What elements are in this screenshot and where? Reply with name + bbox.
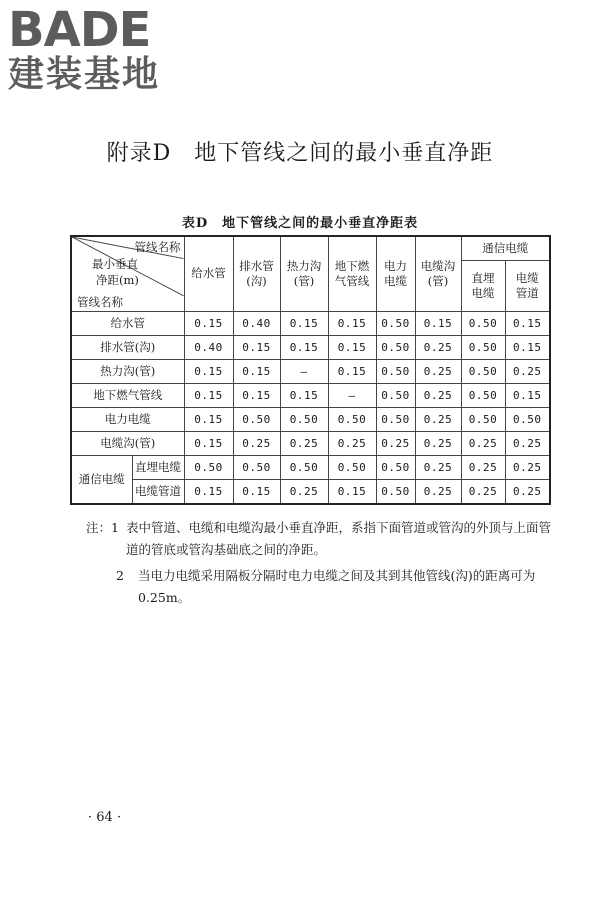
table-notes — [86, 517, 556, 609]
table-row — [71, 359, 550, 383]
table-cell: 0.50 — [461, 335, 505, 359]
table-cell: 0.25 — [505, 455, 550, 479]
row-label: 给水管 — [71, 311, 184, 335]
table-cell: 0.15 — [505, 311, 550, 335]
table-cell: 0.15 — [184, 407, 233, 431]
table-cell: 0.25 — [505, 431, 550, 455]
table-cell: 0.50 — [184, 455, 233, 479]
col-header-1: 给水管 — [184, 236, 233, 311]
table-row — [71, 479, 550, 504]
table-cell: 0.50 — [328, 407, 376, 431]
table-cell: 0.15 — [184, 383, 233, 407]
table-cell: 0.25 — [415, 455, 461, 479]
table-cell: 0.25 — [415, 359, 461, 383]
table-cell: 0.25 — [415, 431, 461, 455]
table-cell: 0.15 — [184, 311, 233, 335]
table-cell: 0.50 — [328, 455, 376, 479]
table-cell: 0.15 — [233, 335, 280, 359]
table-cell: 0.15 — [184, 431, 233, 455]
table-cell: 0.15 — [328, 359, 376, 383]
table-cell: 0.15 — [280, 311, 328, 335]
group-row-label: 通信电缆 — [71, 455, 132, 504]
table-cell: — — [328, 383, 376, 407]
table-cell: 0.50 — [376, 479, 415, 504]
page-number: · 64 · — [88, 810, 122, 825]
table-cell: 0.25 — [461, 455, 505, 479]
logo-brand: BADE — [8, 2, 151, 58]
table-cell: 0.15 — [415, 311, 461, 335]
col-header-4: 地下燃 气管线 — [328, 236, 376, 311]
page-title: 附录D 地下管线之间的最小垂直净距 — [106, 141, 494, 166]
col-header-5: 电力 电缆 — [376, 236, 415, 311]
table-row — [71, 431, 550, 455]
table-cell: 0.50 — [376, 335, 415, 359]
table-cell: 0.25 — [415, 479, 461, 504]
table-cell: 0.15 — [233, 479, 280, 504]
col-header-7: 直埋 电缆 — [461, 260, 505, 311]
table-row — [71, 383, 550, 407]
table-row — [71, 407, 550, 431]
table-cell: 0.50 — [280, 407, 328, 431]
table-cell: 0.25 — [415, 407, 461, 431]
col-header-3: 热力沟 (管) — [280, 236, 328, 311]
corner-mid-label-2: 净距(m) — [96, 273, 139, 287]
table-cell: 0.25 — [376, 431, 415, 455]
table-cell: 0.15 — [505, 335, 550, 359]
corner-top-right-label: 管线名称 — [134, 240, 181, 254]
table-cell: 0.15 — [328, 335, 376, 359]
corner-header-cell — [71, 236, 184, 311]
table-cell: 0.40 — [233, 311, 280, 335]
col-header-6: 电缆沟 (管) — [415, 236, 461, 311]
table-cell: 0.25 — [415, 383, 461, 407]
clearance-table — [70, 235, 551, 505]
table-cell: 0.25 — [328, 431, 376, 455]
table-cell: 0.15 — [233, 359, 280, 383]
table-cell: 0.50 — [280, 455, 328, 479]
note-2 — [86, 565, 556, 609]
table-cell: 0.50 — [505, 407, 550, 431]
table-cell: 0.15 — [328, 311, 376, 335]
row-label: 电力电缆 — [71, 407, 184, 431]
row-label: 排水管(沟) — [71, 335, 184, 359]
table-cell: 0.15 — [233, 383, 280, 407]
table-cell: 0.50 — [376, 407, 415, 431]
col-header-8: 电缆 管道 — [505, 260, 550, 311]
col-header-2: 排水管 (沟) — [233, 236, 280, 311]
table-caption: 表D 地下管线之间的最小垂直净距表 — [181, 216, 419, 231]
table-row — [71, 335, 550, 359]
note-2-text: 当电力电缆采用隔板分隔时电力电缆之间及其到其他管线(沟)的距离可为0.25m。 — [138, 568, 536, 605]
row-label: 热力沟(管) — [71, 359, 184, 383]
table-cell: 0.25 — [461, 479, 505, 504]
table-cell: 0.50 — [461, 407, 505, 431]
table-cell: 0.50 — [376, 455, 415, 479]
table-cell: 0.25 — [415, 335, 461, 359]
note-1-label: 注：1 — [86, 520, 119, 535]
table-cell: 0.15 — [280, 335, 328, 359]
table-cell: — — [280, 359, 328, 383]
table-cell: 0.15 — [505, 383, 550, 407]
table-cell: 0.25 — [461, 431, 505, 455]
table-cell: 0.50 — [376, 311, 415, 335]
table-row — [71, 455, 550, 479]
table-cell: 0.40 — [184, 335, 233, 359]
table-cell: 0.50 — [376, 359, 415, 383]
table-cell: 0.25 — [280, 431, 328, 455]
table-row — [71, 311, 550, 335]
table-cell: 0.25 — [505, 479, 550, 504]
row-label: 地下燃气管线 — [71, 383, 184, 407]
table-cell: 0.25 — [280, 479, 328, 504]
corner-bottom-left-label: 管线名称 — [77, 295, 123, 309]
col-group-header: 通信电缆 — [461, 236, 550, 260]
table-cell: 0.50 — [461, 311, 505, 335]
table-cell: 0.25 — [233, 431, 280, 455]
table-cell: 0.15 — [328, 479, 376, 504]
row-label: 电缆沟(管) — [71, 431, 184, 455]
table-cell: 0.15 — [280, 383, 328, 407]
table-cell: 0.50 — [233, 407, 280, 431]
corner-mid-label-1: 最小垂直 — [92, 257, 138, 271]
table-cell: 0.50 — [233, 455, 280, 479]
table-cell: 0.15 — [184, 359, 233, 383]
table-cell: 0.50 — [461, 383, 505, 407]
note-1 — [86, 517, 556, 561]
note-1-text: 表中管道、电缆和电缆沟最小垂直净距，系指下面管道或管沟的外顶与上面管道的管底或管沟基础底之间的净距。 — [126, 520, 552, 557]
table-cell: 0.15 — [184, 479, 233, 504]
table-cell: 0.50 — [376, 383, 415, 407]
table-cell: 0.25 — [505, 359, 550, 383]
bade-logo — [8, 4, 178, 96]
table-cell: 0.50 — [461, 359, 505, 383]
note-2-label: 2 — [116, 568, 124, 583]
logo-subtitle: 建装基地 — [8, 54, 161, 95]
sub-row-label: 直埋电缆 — [132, 455, 184, 479]
sub-row-label: 电缆管道 — [132, 479, 184, 504]
